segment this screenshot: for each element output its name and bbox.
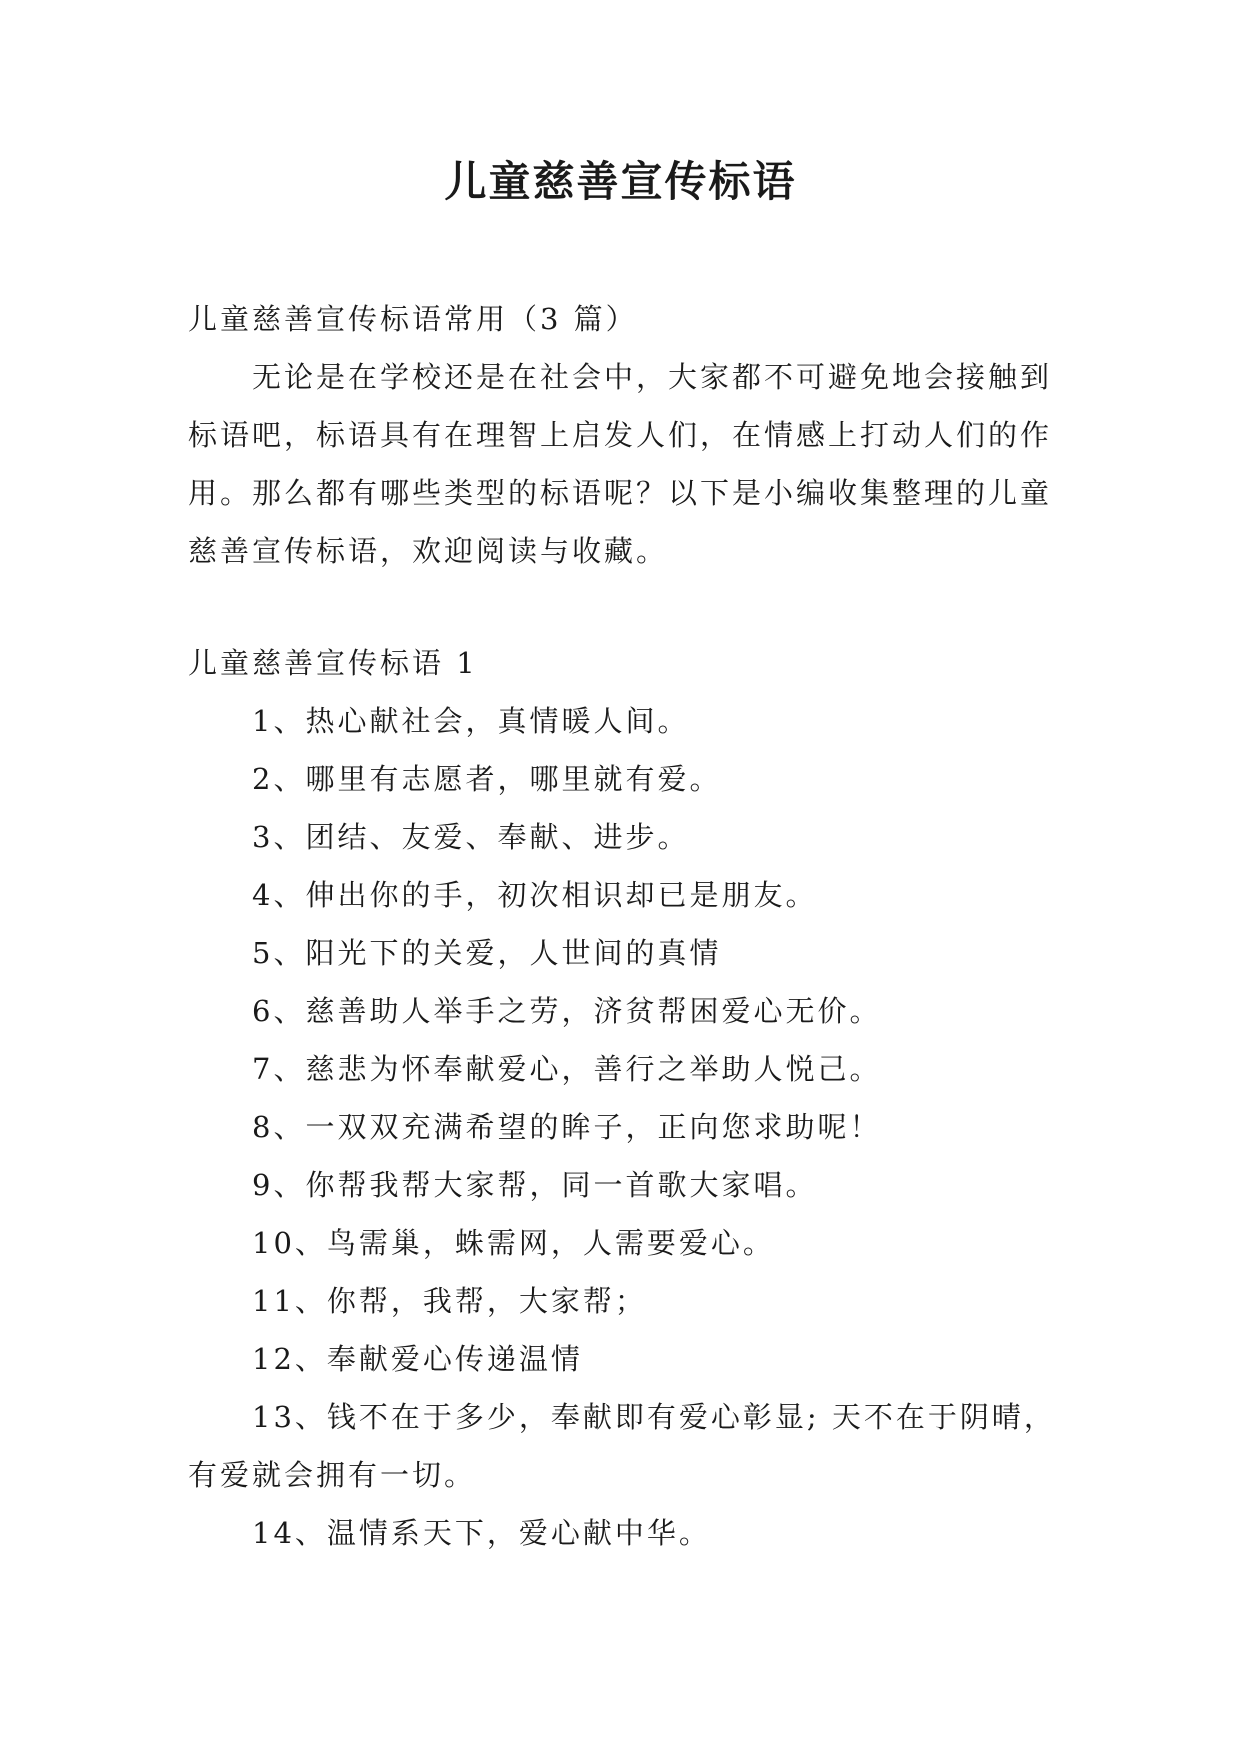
document-title: 儿童慈善宣传标语 bbox=[444, 157, 797, 206]
slogan-item: 13、钱不在于多少，奉献即有爱心彰显; 天不在于阴晴，有爱就会拥有一切。 bbox=[188, 1400, 1056, 1492]
section-heading: 儿童慈善宣传标语 1 bbox=[188, 646, 478, 680]
slogan-item: 4、伸出你的手，初次相识却已是朋友。 bbox=[252, 878, 818, 912]
slogan-item: 6、慈善助人举手之劳，济贫帮困爱心无价。 bbox=[252, 994, 882, 1028]
slogan-item: 11、你帮，我帮，大家帮； bbox=[252, 1284, 647, 1318]
slogan-item: 8、一双双充满希望的眸子，正向您求助呢！ bbox=[252, 1110, 882, 1144]
document-subtitle: 儿童慈善宣传标语常用（3 篇） bbox=[188, 302, 638, 336]
slogan-item: 14、温情系天下，爱心献中华。 bbox=[252, 1516, 711, 1550]
slogan-item: 7、慈悲为怀奉献爱心，善行之举助人悦己。 bbox=[252, 1052, 882, 1086]
slogan-item: 9、你帮我帮大家帮，同一首歌大家唱。 bbox=[252, 1168, 818, 1202]
slogan-item: 3、团结、友爱、奉献、进步。 bbox=[252, 820, 690, 854]
slogan-list bbox=[188, 692, 1058, 1562]
slogan-item: 5、阳光下的关爱，人世间的真情 bbox=[252, 936, 722, 970]
slogan-item: 1、热心献社会，真情暖人间。 bbox=[252, 704, 690, 738]
slogan-item: 12、奉献爱心传递温情 bbox=[252, 1342, 583, 1376]
slogan-item: 2、哪里有志愿者，哪里就有爱。 bbox=[252, 762, 722, 796]
slogan-item: 10、鸟需巢，蛛需网，人需要爱心。 bbox=[252, 1226, 775, 1260]
intro-paragraph: 无论是在学校还是在社会中，大家都不可避免地会接触到标语吧，标语具有在理智上启发人们，在情感上打动人们的作用。那么都有哪些类型的标语呢？以下是小编收集整理的儿童慈善宣传标语，欢迎阅读与收藏。 bbox=[188, 360, 1053, 568]
